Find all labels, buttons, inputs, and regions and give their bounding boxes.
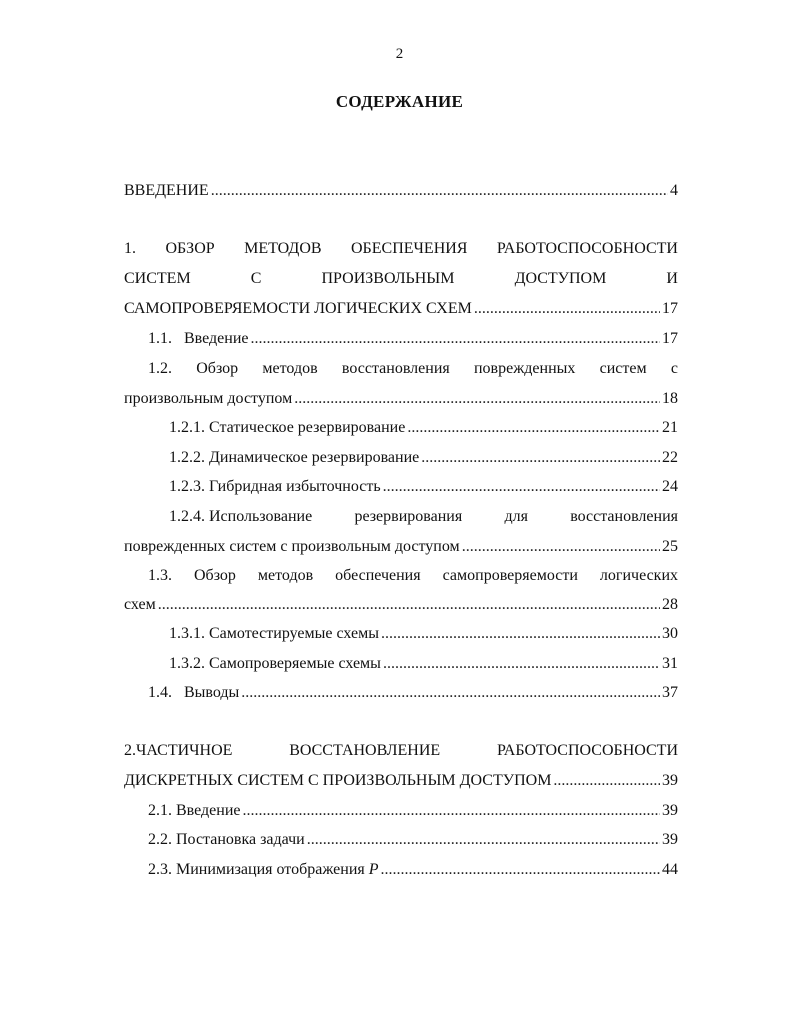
toc-entry-label: 1.3.2. Самопроверяемые схемы — [169, 655, 381, 672]
toc-entry-1-3-line1[interactable] — [148, 561, 678, 590]
toc-entry-label: 1.2.3. Гибридная избыточность — [169, 478, 381, 495]
toc-entry-label — [148, 855, 379, 884]
toc-entry-1-2-3[interactable] — [169, 472, 678, 501]
word: самопроверяемости — [442, 567, 578, 584]
word: С — [250, 270, 262, 287]
toc-entry-1-4[interactable] — [148, 678, 678, 707]
toc-title: СОДЕРЖАНИЕ — [335, 92, 464, 111]
toc-entry-page: 22 — [662, 449, 678, 466]
word: логических — [599, 567, 678, 584]
word: ВОССТАНОВЛЕНИЕ — [289, 742, 441, 759]
toc-entry-1-1[interactable] — [148, 324, 678, 353]
word: поврежденных — [473, 360, 576, 377]
toc-entry-label: 1.1. Введение — [148, 330, 249, 347]
dot-leader — [381, 855, 660, 884]
toc-entry-label: 1.4. Выводы — [148, 684, 240, 701]
toc-entry-1-2-4-line2[interactable] — [124, 532, 678, 561]
toc-entry-page: 28 — [662, 596, 678, 613]
toc-entry-label: произвольным доступом — [124, 390, 293, 407]
dot-leader — [553, 766, 660, 795]
word: СИСТЕМ — [124, 270, 191, 287]
toc-entry-1-2-line2[interactable] — [124, 384, 678, 413]
toc-entry-1-2-4-line1[interactable] — [169, 502, 678, 531]
toc-entry-intro[interactable] — [124, 176, 678, 205]
toc-entry-2-2[interactable] — [148, 825, 678, 854]
word: восстановления — [341, 360, 450, 377]
page-number: 2 — [395, 46, 404, 62]
dot-leader — [294, 384, 660, 413]
dot-leader — [407, 413, 660, 442]
toc-entry-page: 39 — [662, 802, 678, 819]
dot-leader — [383, 472, 660, 501]
toc-entry-page: 37 — [662, 684, 678, 701]
word: РАБОТОСПОСОБНОСТИ — [496, 742, 678, 759]
toc-entry-1-3-line2[interactable] — [124, 590, 678, 619]
dot-leader — [307, 825, 660, 854]
toc-entry-ch1-line3[interactable] — [124, 294, 678, 323]
word: обеспечения — [335, 567, 421, 584]
toc-entry-label: поврежденных систем с произвольным доступом — [124, 538, 460, 555]
word: методов — [262, 360, 318, 377]
toc-entry-page: 17 — [662, 300, 678, 317]
toc-entry-page: 21 — [662, 419, 678, 436]
word: ОБЕСПЕЧЕНИЯ — [351, 240, 468, 257]
toc-entry-page: 39 — [662, 831, 678, 848]
toc-entry-page: 4 — [670, 182, 678, 199]
toc-entry-page: 18 — [662, 390, 678, 407]
toc-entry-1-3-2[interactable] — [169, 649, 678, 678]
toc-entry-label: 1.2.1. Статическое резервирование — [169, 419, 406, 436]
toc-entry-label: 1.2.2. Динамическое резервирование — [169, 449, 420, 466]
toc-entry-ch2-line2[interactable] — [124, 766, 678, 795]
toc-entry-label: ДИСКРЕТНЫХ СИСТЕМ С ПРОИЗВОЛЬНЫМ ДОСТУПОМ — [124, 772, 552, 789]
dot-leader — [243, 796, 661, 825]
toc-entry-2-3[interactable] — [148, 855, 678, 884]
toc-entry-page: 17 — [662, 330, 678, 347]
word: 1. — [124, 240, 136, 257]
word: РАБОТОСПОСОБНОСТИ — [496, 240, 678, 257]
word: резервирования — [354, 508, 463, 525]
word: 1.3. — [148, 567, 172, 584]
toc-entry-2-1[interactable] — [148, 796, 678, 825]
toc-entry-page: 25 — [662, 538, 678, 555]
word: методов — [257, 567, 314, 584]
toc-entry-ch1-line2[interactable] — [124, 264, 678, 293]
toc-entry-page: 24 — [662, 478, 678, 495]
toc-entry-page: 39 — [662, 772, 678, 789]
word: ДОСТУПОМ — [514, 270, 607, 287]
word: для — [504, 508, 528, 525]
dot-leader — [241, 678, 660, 707]
math-symbol-p: P — [368, 861, 379, 878]
toc-entry-page: 30 — [662, 625, 678, 642]
toc-entry-label: ВВЕДЕНИЕ — [124, 182, 209, 199]
word: систем — [599, 360, 647, 377]
word: Обзор — [196, 360, 239, 377]
word: И — [666, 270, 678, 287]
word: Обзор — [194, 567, 236, 584]
toc-entry-label: 1.3.1. Самотестируемые схемы — [169, 625, 379, 642]
toc-entry-label: 2.1. Введение — [148, 802, 241, 819]
dot-leader — [474, 294, 660, 323]
toc-entry-1-2-2[interactable] — [169, 443, 678, 472]
toc-entry-1-2-1[interactable] — [169, 413, 678, 442]
word: ОБЗОР — [165, 240, 215, 257]
word: МЕТОДОВ — [244, 240, 322, 257]
toc-entry-page: 31 — [662, 655, 678, 672]
dot-leader — [383, 649, 660, 678]
word: 2.ЧАСТИЧНОЕ — [124, 742, 233, 759]
dot-leader — [211, 176, 668, 205]
word: 1.2. — [148, 360, 172, 377]
toc-entry-label: 2.2. Постановка задачи — [148, 831, 305, 848]
toc-entry-1-3-1[interactable] — [169, 619, 678, 648]
word: 1.2.4. Использование — [169, 508, 313, 525]
word: ПРОИЗВОЛЬНЫМ — [321, 270, 455, 287]
word: с — [670, 360, 678, 377]
word: восстановления — [570, 508, 678, 525]
dot-leader — [462, 532, 660, 561]
dot-leader — [421, 443, 660, 472]
toc-entry-ch1-line1[interactable] — [124, 234, 678, 263]
dot-leader — [251, 324, 661, 353]
toc-entry-label-text: 2.3. Минимизация отображения — [148, 861, 365, 878]
toc-entry-label: схем — [124, 596, 156, 613]
toc-entry-page: 44 — [662, 861, 678, 878]
toc-entry-ch2-line1[interactable] — [124, 736, 678, 765]
toc-entry-label: САМОПРОВЕРЯЕМОСТИ ЛОГИЧЕСКИХ СХЕМ — [124, 300, 472, 317]
dot-leader — [158, 590, 660, 619]
toc-entry-1-2-line1[interactable] — [148, 354, 678, 383]
dot-leader — [381, 619, 660, 648]
